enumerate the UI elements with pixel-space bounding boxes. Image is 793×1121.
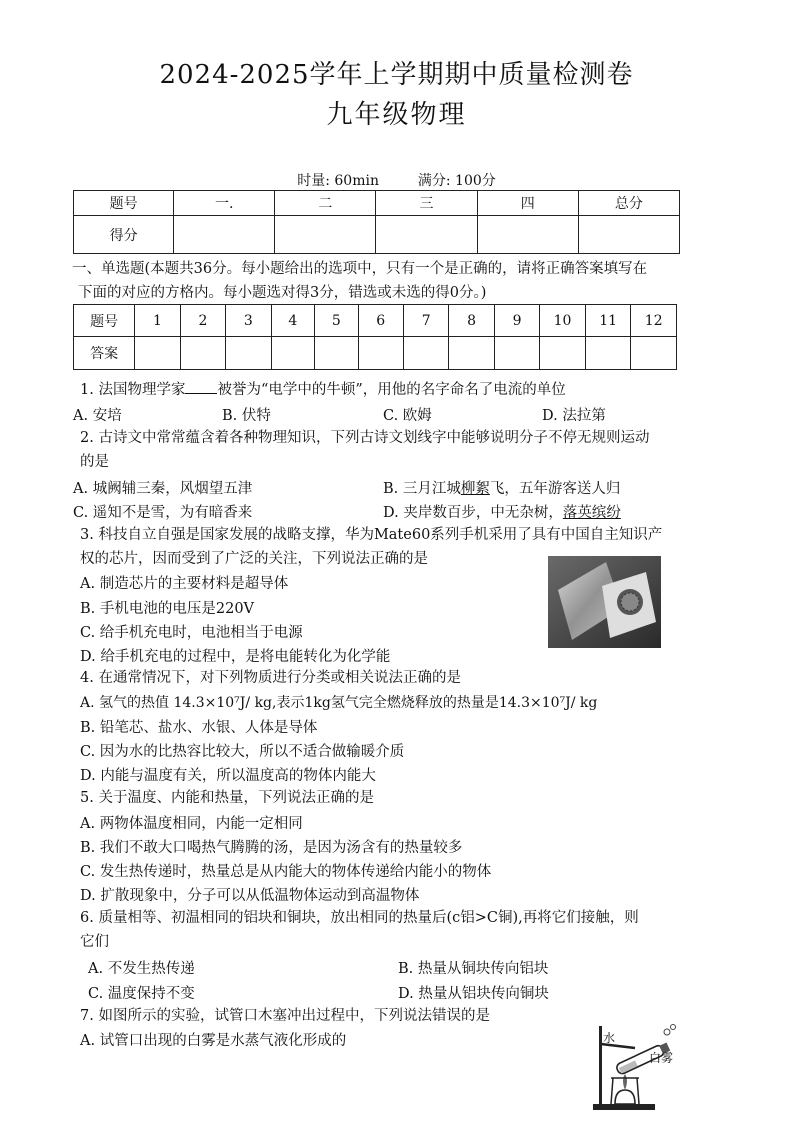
q1-blank	[185, 379, 217, 394]
q1-stem-part: 1. 法国物理学家	[80, 382, 186, 398]
answer-cell[interactable]	[226, 337, 271, 370]
q3-option-a: A. 制造芯片的主要材料是超导体	[80, 576, 289, 592]
test-tube-apparatus-figure	[585, 1018, 690, 1118]
q6-option-d: D. 热量从铝块传向铜块	[398, 986, 549, 1002]
score-cell[interactable]	[477, 216, 578, 254]
answer-cell[interactable]	[631, 337, 677, 370]
answer-cell[interactable]	[358, 337, 403, 370]
score-row-label: 得分	[74, 216, 174, 254]
q2-option-b-underlined: 柳絮	[460, 481, 490, 497]
q2-option-b-part: B. 三月江城	[383, 481, 461, 497]
answer-number-cell: 7	[403, 305, 448, 337]
score-table-header-row	[74, 191, 680, 216]
score-cell[interactable]	[174, 216, 275, 254]
q5-option-b: B. 我们不敢大口喝热气腾腾的汤，是因为汤含有的热量较多	[80, 840, 463, 856]
section1-intro-line1: 一、单选题(本题共36分。每小题给出的选项中，只有一个是正确的，请将正确答案填写在	[72, 261, 648, 277]
q1-stem	[80, 379, 566, 402]
q6-option-c: C. 温度保持不变	[88, 986, 195, 1002]
figure-label-fog: 白雾	[649, 1051, 674, 1065]
q2-option-a: A. 城阙辅三秦，风烟望五津	[73, 481, 253, 497]
q3-option-b: B. 手机电池的电压是220V	[80, 601, 255, 617]
q1-option-d: D. 法拉第	[542, 408, 606, 424]
q2-stem-line2: 的是	[80, 454, 109, 470]
answer-number-cell: 3	[226, 305, 271, 337]
q6-option-b: B. 热量从铜块传向铝块	[398, 961, 549, 977]
answer-number-cell: 8	[449, 305, 494, 337]
answer-cell[interactable]	[315, 337, 358, 370]
q7-option-a: A. 试管口出现的白雾是水蒸气液化形成的	[80, 1033, 347, 1049]
answer-table-label: 题号	[74, 305, 135, 337]
answer-table-answer-row	[74, 337, 677, 370]
answer-number-cell: 10	[540, 305, 586, 337]
q4-option-a: A. 氢气的热值 14.3×10⁷J/ kg,表示1kg氢气完全燃烧释放的热量是14.3×10⁷J/ kg	[80, 695, 598, 711]
answer-number-cell: 12	[631, 305, 677, 337]
answer-row-label: 答案	[74, 337, 135, 370]
score-header-cell: 二	[275, 191, 376, 216]
q2-option-c: C. 遥知不是雪，为有暗香来	[73, 505, 253, 521]
q1-option-b: B. 伏特	[222, 408, 271, 424]
answer-number-cell: 11	[585, 305, 631, 337]
exam-meta	[0, 170, 793, 190]
score-header-cell: 一.	[174, 191, 275, 216]
answer-cell[interactable]	[271, 337, 314, 370]
q6-stem-line2: 它们	[80, 934, 109, 950]
answer-table	[73, 304, 677, 370]
answer-table-number-row	[74, 305, 677, 337]
score-header-cell: 题号	[74, 191, 174, 216]
score-header-cell: 总分	[578, 191, 679, 216]
q2-stem-line1: 2. 古诗文中常常蕴含着各种物理知识，下列古诗文划线字中能够说明分子不停无规则运动	[80, 430, 650, 446]
time-label: 时量: 60min	[297, 173, 379, 189]
q1-option-c: C. 欧姆	[383, 408, 432, 424]
q4-option-b: B. 铅笔芯、盐水、水银、人体是导体	[80, 720, 318, 736]
score-label: 满分: 100分	[417, 173, 496, 189]
score-table-row	[74, 216, 680, 254]
answer-cell[interactable]	[135, 337, 180, 370]
answer-cell[interactable]	[585, 337, 631, 370]
q6-option-a: A. 不发生热传递	[88, 961, 195, 977]
q5-stem: 5. 关于温度、内能和热量，下列说法正确的是	[80, 790, 374, 806]
q1-stem-part: 被誉为“电学中的牛顿”，用他的名字命名了电流的单位	[217, 382, 566, 398]
q1-option-a: A. 安培	[73, 408, 122, 424]
q5-option-a: A. 两物体温度相同，内能一定相同	[80, 816, 303, 832]
score-header-cell: 三	[376, 191, 477, 216]
score-header-cell: 四	[477, 191, 578, 216]
q2-option-b	[383, 477, 620, 498]
q2-option-d-part: D. 夹岸数百步，中无杂树，	[383, 505, 563, 521]
score-cell[interactable]	[376, 216, 477, 254]
q2-option-d-underlined: 落英缤纷	[562, 505, 621, 521]
q4-option-c: C. 因为水的比热容比较大，所以不适合做输暖介质	[80, 744, 405, 760]
answer-cell[interactable]	[494, 337, 539, 370]
score-table	[73, 190, 680, 254]
q2-option-b-part: 飞，五年游客送人归	[489, 481, 621, 497]
answer-number-cell: 1	[135, 305, 180, 337]
q2-option-d	[383, 501, 621, 522]
q3-stem-line2: 权的芯片，因而受到了广泛的关注，下列说法正确的是	[80, 551, 428, 567]
score-cell[interactable]	[275, 216, 376, 254]
q4-stem: 4. 在通常情况下，对下列物质进行分类或相关说法正确的是	[80, 670, 461, 686]
exam-subtitle: 九年级物理	[326, 100, 467, 130]
q3-option-d: D. 给手机充电的过程中，是将电能转化为化学能	[80, 649, 391, 665]
q4-option-d: D. 内能与温度有关，所以温度高的物体内能大	[80, 768, 376, 784]
answer-number-cell: 6	[358, 305, 403, 337]
answer-cell[interactable]	[403, 337, 448, 370]
q5-option-c: C. 发生热传递时，热量总是从内能大的物体传递给内能小的物体	[80, 864, 492, 880]
section1-intro-line2: 下面的对应的方格内。每小题选对得3分，错选或未选的得0分。)	[78, 285, 487, 301]
answer-cell[interactable]	[540, 337, 586, 370]
answer-number-cell: 2	[180, 305, 225, 337]
answer-cell[interactable]	[180, 337, 225, 370]
score-cell[interactable]	[578, 216, 679, 254]
answer-number-cell: 5	[315, 305, 358, 337]
q6-stem-line1: 6. 质量相等、初温相同的铝块和铜块，放出相同的热量后(c铝>C铜),再将它们接触，则	[80, 910, 639, 926]
exam-title: 2024-2025学年上学期期中质量检测卷	[159, 60, 634, 90]
answer-number-cell: 4	[271, 305, 314, 337]
q3-option-c: C. 给手机充电时，电池相当于电源	[80, 625, 303, 641]
figure-label-water: 水	[603, 1031, 616, 1045]
q3-stem-line1: 3. 科技自立自强是国家发展的战略支撑，华为Mate60系列手机采用了具有中国自主知识产	[80, 527, 663, 543]
answer-cell[interactable]	[449, 337, 494, 370]
q7-stem: 7. 如图所示的实验，试管口木塞冲出过程中，下列说法错误的是	[80, 1008, 490, 1024]
chip-photo	[548, 556, 661, 648]
answer-number-cell: 9	[494, 305, 539, 337]
q5-option-d: D. 扩散现象中，分子可以从低温物体运动到高温物体	[80, 888, 420, 904]
